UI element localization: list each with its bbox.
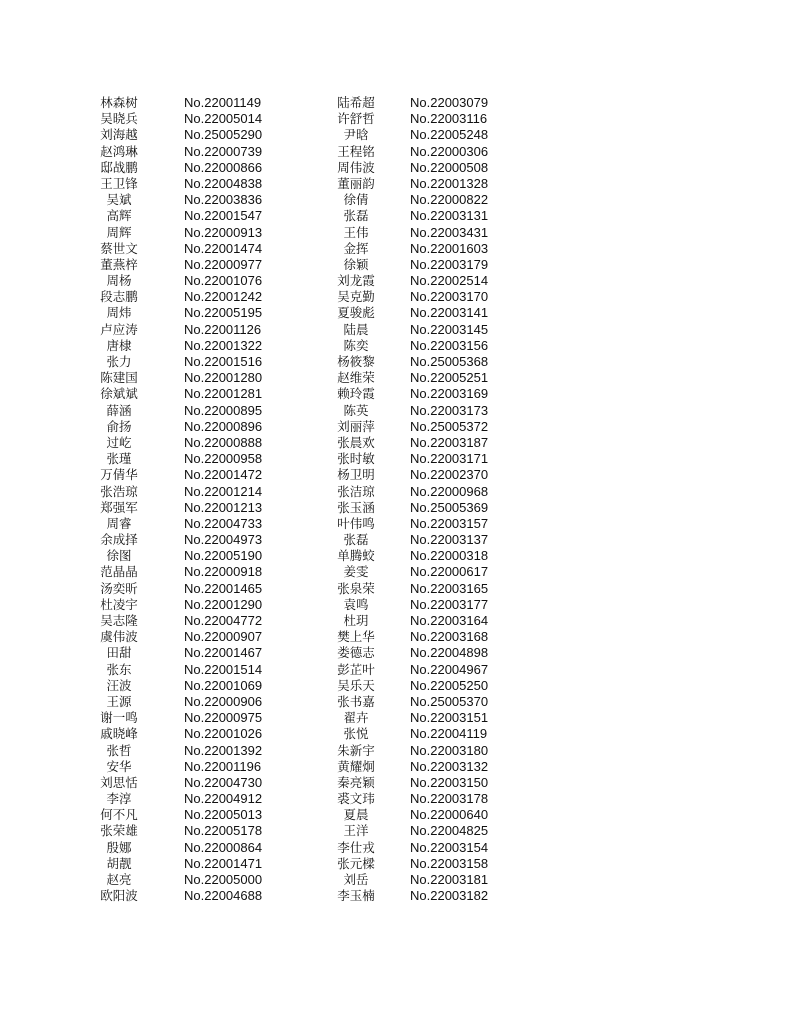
name-cell-left: 薛涵 <box>106 402 132 418</box>
name-cell-left: 张瑾 <box>106 451 132 467</box>
table-row <box>0 710 800 726</box>
name-cell-right: 周伟波 <box>337 159 375 175</box>
table-row <box>0 645 800 661</box>
table-row <box>0 743 800 759</box>
name-cell-right: 刘丽萍 <box>337 418 375 434</box>
number-cell-left: No.22005195 <box>184 305 263 321</box>
number-cell-left: No.22005190 <box>184 548 263 564</box>
table-row <box>0 370 800 386</box>
number-cell-left: No.22000866 <box>184 159 263 175</box>
table-row <box>0 823 800 839</box>
table-row <box>0 759 800 775</box>
number-cell-left: No.22004730 <box>184 774 263 790</box>
number-cell-left: No.22001281 <box>184 386 263 402</box>
number-cell-right: No.25005372 <box>410 418 489 434</box>
table-row <box>0 192 800 208</box>
table-row <box>0 581 800 597</box>
number-cell-right: No.22003180 <box>410 742 489 758</box>
table-row <box>0 451 800 467</box>
number-cell-left: No.25005290 <box>184 127 263 143</box>
number-cell-left: No.22004912 <box>184 791 263 807</box>
number-cell-right: No.22003431 <box>410 224 489 240</box>
number-cell-left: No.22005178 <box>184 823 263 839</box>
number-cell-right: No.22003145 <box>410 321 489 337</box>
name-cell-left: 唐棣 <box>106 337 132 353</box>
number-cell-right: No.22001328 <box>410 175 489 191</box>
number-cell-left: No.22001467 <box>184 645 263 661</box>
number-cell-right: No.22003157 <box>410 515 489 531</box>
name-cell-right: 赵维荣 <box>337 370 375 386</box>
table-row <box>0 95 800 111</box>
number-cell-right: No.22003178 <box>410 791 489 807</box>
number-cell-left: No.22001196 <box>184 758 262 774</box>
name-cell-left: 李淳 <box>106 791 132 807</box>
number-cell-right: No.22003168 <box>410 629 489 645</box>
name-cell-right: 黄耀炯 <box>337 758 375 774</box>
number-cell-right: No.22002370 <box>410 467 489 483</box>
number-cell-right: No.22003170 <box>410 289 489 305</box>
name-cell-right: 姜雯 <box>343 564 369 580</box>
name-cell-left: 林森树 <box>100 95 138 110</box>
name-cell-right: 张玉涵 <box>337 499 375 515</box>
name-cell-left: 吴晓兵 <box>100 111 138 127</box>
table-row <box>0 807 800 823</box>
number-cell-right: No.22003171 <box>410 451 489 467</box>
number-cell-left: No.22001290 <box>184 596 263 612</box>
name-cell-left: 郑强军 <box>100 499 138 515</box>
table-row <box>0 419 800 435</box>
number-cell-right: No.22003151 <box>410 710 489 726</box>
name-cell-right: 朱新宇 <box>337 742 375 758</box>
table-row <box>0 273 800 289</box>
name-cell-left: 董燕梓 <box>100 256 138 272</box>
number-cell-left: No.22000906 <box>184 693 263 709</box>
table-row <box>0 629 800 645</box>
number-cell-left: No.22004688 <box>184 888 263 904</box>
number-cell-right: No.22000822 <box>410 192 489 208</box>
name-cell-right: 吴乐天 <box>337 677 375 693</box>
number-cell-right: No.22003165 <box>410 580 489 596</box>
number-cell-right: No.22003132 <box>410 758 489 774</box>
table-row <box>0 403 800 419</box>
number-cell-right: No.22000617 <box>410 564 489 580</box>
number-cell-right: No.22003158 <box>410 855 489 871</box>
name-cell-right: 徐倩 <box>343 192 369 208</box>
number-cell-left: No.22004772 <box>184 613 263 628</box>
table-row <box>0 613 800 629</box>
name-cell-right: 金挥 <box>343 240 369 256</box>
name-cell-right: 王洋 <box>343 823 369 839</box>
name-cell-left: 张荣雄 <box>100 823 138 839</box>
name-cell-left: 蔡世文 <box>100 240 138 256</box>
table-row <box>0 127 800 143</box>
name-cell-left: 胡靓 <box>106 855 132 871</box>
name-cell-left: 周炜 <box>106 305 132 321</box>
name-cell-right: 吴克勤 <box>337 289 375 305</box>
number-cell-left: No.22000975 <box>184 710 263 726</box>
name-cell-left: 张力 <box>106 354 132 369</box>
name-cell-left: 欧阳波 <box>100 888 138 904</box>
name-cell-left: 过屹 <box>106 434 132 450</box>
number-cell-left: No.22005014 <box>184 111 263 127</box>
number-cell-right: No.22003177 <box>410 596 489 612</box>
number-cell-left: No.22000977 <box>184 256 263 272</box>
name-cell-right: 夏骏彪 <box>337 305 375 321</box>
table-row <box>0 694 800 710</box>
number-cell-left: No.22001392 <box>184 742 263 758</box>
name-cell-right: 张磊 <box>343 208 369 224</box>
number-cell-left: No.22001280 <box>184 370 263 386</box>
name-cell-left: 安华 <box>106 758 132 774</box>
table-row <box>0 176 800 192</box>
table-row <box>0 840 800 856</box>
table-row <box>0 386 800 402</box>
table-row <box>0 338 800 354</box>
name-cell-right: 刘岳 <box>343 872 369 887</box>
name-cell-left: 张浩琼 <box>100 483 138 499</box>
number-cell-right: No.22002514 <box>410 273 489 289</box>
number-cell-left: No.22001322 <box>184 337 263 353</box>
table-row <box>0 888 800 904</box>
number-cell-left: No.22000888 <box>184 434 263 450</box>
table-row <box>0 856 800 872</box>
name-cell-right: 张洁琼 <box>337 483 375 499</box>
name-cell-left: 何不凡 <box>100 807 138 823</box>
name-cell-left: 高辉 <box>106 208 132 224</box>
number-cell-right: No.22003079 <box>410 95 489 110</box>
table-row <box>0 775 800 791</box>
table-row <box>0 111 800 127</box>
name-cell-right: 王程铭 <box>337 143 375 159</box>
name-cell-right: 张元樑 <box>337 855 375 871</box>
number-cell-left: No.22001465 <box>184 580 263 596</box>
name-cell-right: 陆希超 <box>337 95 375 110</box>
number-cell-right: No.22003156 <box>410 337 489 353</box>
number-cell-right: No.22001603 <box>410 240 489 256</box>
name-cell-right: 杜玥 <box>343 613 369 628</box>
name-cell-right: 娄德志 <box>337 645 375 661</box>
number-cell-right: No.22003141 <box>410 305 489 321</box>
name-cell-left: 刘思恬 <box>100 774 138 790</box>
name-cell-right: 李仕戎 <box>337 839 375 855</box>
name-cell-right: 张书嘉 <box>337 693 375 709</box>
name-cell-right: 陈奕 <box>343 337 369 353</box>
name-cell-left: 周睿 <box>106 515 132 531</box>
name-cell-left: 谢一鸣 <box>100 710 138 726</box>
number-cell-right: No.22003137 <box>410 532 489 548</box>
number-cell-left: No.22000895 <box>184 402 263 418</box>
number-cell-left: No.22004838 <box>184 175 263 191</box>
name-cell-right: 陈英 <box>343 402 369 418</box>
number-cell-right: No.22004898 <box>410 645 489 661</box>
name-cell-left: 吴斌 <box>106 192 132 208</box>
number-cell-left: No.22004733 <box>184 515 263 531</box>
name-cell-left: 刘海越 <box>100 127 138 143</box>
table-row <box>0 516 800 532</box>
table-row <box>0 678 800 694</box>
name-cell-right: 单腾蛟 <box>337 548 375 564</box>
name-cell-right: 董丽韵 <box>337 175 375 191</box>
number-cell-right: No.22000508 <box>410 159 489 175</box>
name-cell-right: 张时敏 <box>337 451 375 467</box>
number-cell-right: No.22005248 <box>410 127 489 143</box>
number-cell-left: No.22001471 <box>184 855 263 871</box>
name-cell-right: 叶伟鸣 <box>337 515 375 531</box>
name-cell-right: 张磊 <box>343 532 369 548</box>
number-cell-left: No.22001214 <box>184 483 263 499</box>
number-cell-right: No.22000640 <box>410 807 489 823</box>
name-cell-left: 吴志隆 <box>100 613 138 628</box>
name-cell-right: 张泉荣 <box>337 580 375 596</box>
number-cell-right: No.22003116 <box>410 111 488 127</box>
number-cell-right: No.22000318 <box>410 548 489 564</box>
table-row <box>0 597 800 613</box>
name-cell-left: 徐斌斌 <box>100 386 138 402</box>
name-cell-right: 裘文玮 <box>337 791 375 807</box>
name-cell-right: 秦亮颖 <box>337 774 375 790</box>
number-cell-right: No.22005251 <box>410 370 489 386</box>
name-cell-left: 虞伟波 <box>100 629 138 645</box>
name-cell-left: 张哲 <box>106 742 132 758</box>
table-row <box>0 144 800 160</box>
number-cell-left: No.22005013 <box>184 807 263 823</box>
name-cell-right: 彭芷叶 <box>337 661 375 677</box>
name-cell-left: 万倩华 <box>100 467 138 483</box>
name-cell-right: 杨卫明 <box>337 467 375 483</box>
number-cell-left: No.22004973 <box>184 532 263 548</box>
name-cell-left: 余成择 <box>100 532 138 548</box>
number-cell-right: No.22005250 <box>410 677 489 693</box>
number-cell-left: No.22001514 <box>184 661 263 677</box>
number-cell-right: No.22003131 <box>410 208 489 224</box>
number-cell-left: No.22001149 <box>184 95 262 110</box>
table-row <box>0 160 800 176</box>
name-cell-right: 夏晨 <box>343 807 369 823</box>
number-cell-right: No.22004119 <box>410 726 488 742</box>
name-cell-left: 赵亮 <box>106 872 132 887</box>
name-cell-left: 俞扬 <box>106 418 132 434</box>
name-cell-left: 王源 <box>106 693 132 709</box>
name-cell-right: 王伟 <box>343 224 369 240</box>
name-cell-right: 李玉楠 <box>337 888 375 904</box>
number-cell-right: No.22003179 <box>410 256 489 272</box>
name-cell-left: 汤奕昕 <box>100 580 138 596</box>
name-cell-left: 邸战鹏 <box>100 159 138 175</box>
name-cell-left: 徐图 <box>106 548 132 564</box>
name-cell-left: 段志鹏 <box>100 289 138 305</box>
number-cell-left: No.22000958 <box>184 451 263 467</box>
name-cell-left: 赵鸿琳 <box>100 143 138 159</box>
number-cell-left: No.22001213 <box>184 499 263 515</box>
number-cell-left: No.22000907 <box>184 629 263 645</box>
number-cell-left: No.22001242 <box>184 289 263 305</box>
table-row <box>0 467 800 483</box>
number-cell-right: No.25005369 <box>410 499 489 515</box>
number-cell-right: No.22003173 <box>410 402 489 418</box>
number-cell-right: No.22004825 <box>410 823 489 839</box>
table-row <box>0 484 800 500</box>
number-cell-right: No.22003182 <box>410 888 489 904</box>
number-cell-right: No.22003164 <box>410 613 489 628</box>
name-cell-left: 周杨 <box>106 273 132 289</box>
name-cell-right: 张晨欢 <box>337 434 375 450</box>
name-cell-right: 杨筱黎 <box>337 354 375 369</box>
number-cell-left: No.22000864 <box>184 839 263 855</box>
number-cell-left: No.22001547 <box>184 208 263 224</box>
number-cell-left: No.22001076 <box>184 273 263 289</box>
table-row <box>0 322 800 338</box>
name-cell-right: 樊上华 <box>337 629 375 645</box>
name-cell-right: 赖玲霞 <box>337 386 375 402</box>
number-cell-right: No.22003154 <box>410 839 489 855</box>
name-cell-right: 陆晨 <box>343 321 369 337</box>
roster-table <box>0 95 800 904</box>
number-cell-right: No.22004967 <box>410 661 489 677</box>
number-cell-right: No.25005370 <box>410 693 489 709</box>
number-cell-right: No.22003181 <box>410 872 489 887</box>
number-cell-left: No.22000913 <box>184 224 263 240</box>
number-cell-left: No.22003836 <box>184 192 263 208</box>
name-cell-left: 杜凌宇 <box>100 596 138 612</box>
table-row <box>0 726 800 742</box>
number-cell-right: No.25005368 <box>410 354 489 369</box>
table-row <box>0 305 800 321</box>
name-cell-right: 张悦 <box>343 726 369 742</box>
name-cell-right: 尹晗 <box>343 127 369 143</box>
table-row <box>0 241 800 257</box>
name-cell-left: 张东 <box>106 661 132 677</box>
table-row <box>0 548 800 564</box>
name-cell-right: 翟卉 <box>343 710 369 726</box>
table-row <box>0 564 800 580</box>
name-cell-right: 徐颖 <box>343 256 369 272</box>
name-cell-left: 范晶晶 <box>100 564 138 580</box>
name-cell-right: 袁鸣 <box>343 596 369 612</box>
table-row <box>0 225 800 241</box>
name-cell-left: 王卫锋 <box>100 175 138 191</box>
number-cell-left: No.22000739 <box>184 143 263 159</box>
table-row <box>0 257 800 273</box>
name-cell-left: 汪波 <box>106 677 132 693</box>
name-cell-left: 卢应涛 <box>100 321 138 337</box>
table-row <box>0 354 800 370</box>
name-cell-right: 许舒哲 <box>337 111 375 127</box>
name-cell-left: 田甜 <box>106 645 132 661</box>
name-cell-left: 周辉 <box>106 224 132 240</box>
table-row <box>0 208 800 224</box>
table-row <box>0 662 800 678</box>
table-row <box>0 872 800 888</box>
number-cell-left: No.22001069 <box>184 677 263 693</box>
name-cell-right: 刘龙霞 <box>337 273 375 289</box>
number-cell-right: No.22003150 <box>410 774 489 790</box>
number-cell-left: No.22005000 <box>184 872 263 887</box>
table-row <box>0 500 800 516</box>
name-cell-left: 陈建国 <box>100 370 138 386</box>
number-cell-right: No.22000306 <box>410 143 489 159</box>
number-cell-left: No.22001474 <box>184 240 263 256</box>
number-cell-left: No.22000918 <box>184 564 263 580</box>
number-cell-right: No.22000968 <box>410 483 489 499</box>
table-row <box>0 791 800 807</box>
number-cell-right: No.22003169 <box>410 386 489 402</box>
number-cell-left: No.22001516 <box>184 354 263 369</box>
number-cell-left: No.22001026 <box>184 726 263 742</box>
number-cell-left: No.22001126 <box>184 321 262 337</box>
number-cell-left: No.22000896 <box>184 418 263 434</box>
table-row <box>0 435 800 451</box>
number-cell-left: No.22001472 <box>184 467 263 483</box>
number-cell-right: No.22003187 <box>410 434 489 450</box>
name-cell-left: 殷娜 <box>106 839 132 855</box>
name-cell-left: 戚晓峰 <box>100 726 138 742</box>
table-row <box>0 289 800 305</box>
table-row <box>0 532 800 548</box>
